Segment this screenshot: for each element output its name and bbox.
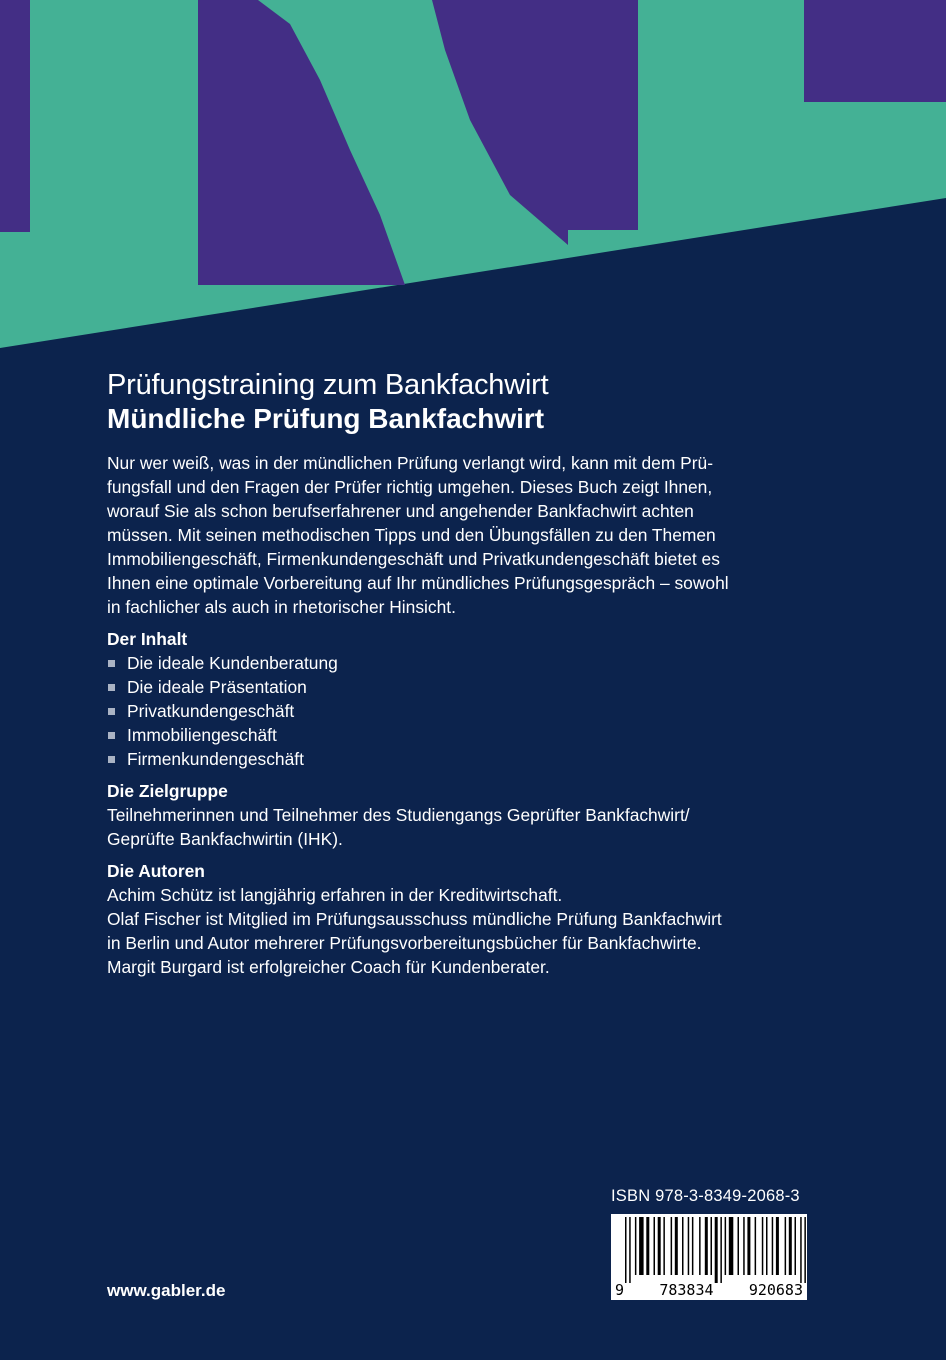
barcode-bar — [688, 1217, 690, 1275]
barcode-digit-group: 9 — [615, 1281, 625, 1299]
barcode-bar — [654, 1217, 656, 1275]
isbn-label: ISBN 978-3-8349-2068-3 — [611, 1187, 800, 1205]
list-item — [107, 747, 807, 771]
barcode-bar — [635, 1217, 637, 1275]
bullet-square-icon — [108, 684, 115, 691]
author-line: in Berlin und Autor mehrerer Prüfungsvorbereitungsbücher für Bankfachwirte. — [107, 933, 702, 953]
contents-heading: Der Inhalt — [107, 629, 188, 649]
description-line: Ihnen eine optimale Vorbereitung auf Ihr mündliches Prüfungsgespräch – sowohl — [107, 573, 729, 593]
audience-text — [107, 803, 807, 851]
list-item-label: Die ideale Kundenberatung — [127, 653, 338, 673]
description-paragraph — [107, 451, 807, 619]
description-line: Immobiliengeschäft, Firmenkundengeschäft und Privatkundengeschäft bietet es — [107, 549, 720, 569]
list-item-label: Privatkundengeschäft — [127, 701, 295, 721]
barcode-bar — [625, 1217, 627, 1283]
barcode-bar — [705, 1217, 708, 1275]
barcode-bar — [675, 1217, 678, 1275]
barcode-digit-group: 783834 — [659, 1281, 714, 1299]
audience-heading: Die Zielgruppe — [107, 781, 228, 801]
barcode-bar — [646, 1217, 649, 1275]
isbn-barcode — [611, 1214, 807, 1300]
bullet-square-icon — [108, 732, 115, 739]
description-line: worauf Sie als schon berufserfahrener und angehender Bankfachwirt achten — [107, 501, 694, 521]
author-line: Achim Schütz ist langjährig erfahren in der Kreditwirtschaft. — [107, 885, 563, 905]
description-line: fungsfall und den Fragen der Prüfer richtig umgehen. Dieses Buch zeigt Ihnen, — [107, 477, 713, 497]
authors-heading: Die Autoren — [107, 861, 205, 881]
audience-line: Geprüfte Bankfachwirtin (IHK). — [107, 829, 343, 849]
publisher-website-link[interactable]: www.gabler.de — [107, 1281, 226, 1300]
barcode-bar — [663, 1217, 665, 1275]
barcode-bar — [766, 1217, 768, 1275]
list-item — [107, 723, 807, 747]
barcode-digit-group: 920683 — [748, 1281, 803, 1299]
barcode-bar — [785, 1217, 787, 1275]
description-line: müssen. Mit seinen methodischen Tipps und den Übungsfällen zu den Themen — [107, 525, 716, 545]
decorative-graphic — [0, 0, 946, 360]
barcode-bar — [772, 1217, 774, 1275]
description-line: Nur wer weiß, was in der mündlichen Prüfung verlangt wird, kann mit dem Prü- — [107, 453, 714, 473]
barcode-bar — [658, 1217, 661, 1275]
list-item-label: Immobiliengeschäft — [127, 725, 277, 745]
contents-list — [107, 651, 807, 771]
barcode-digits — [611, 1281, 807, 1299]
main-content — [107, 368, 807, 987]
book-subtitle: Prüfungstraining zum Bankfachwirt — [107, 369, 549, 401]
barcode-bar — [747, 1217, 750, 1275]
barcode-bar — [725, 1217, 727, 1275]
list-item — [107, 675, 807, 699]
bullet-square-icon — [108, 660, 115, 667]
author-line: Margit Burgard ist erfolgreicher Coach für Kundenberater. — [107, 957, 550, 977]
barcode-bar — [715, 1217, 718, 1283]
barcode-bar — [671, 1217, 673, 1275]
barcode-bar — [692, 1217, 694, 1275]
bullet-square-icon — [108, 708, 115, 715]
barcode-bar — [729, 1217, 734, 1275]
barcode-bar — [804, 1217, 806, 1283]
purple-left-shape — [0, 0, 30, 232]
purple-right-shape — [804, 0, 946, 102]
barcode-bar — [699, 1217, 701, 1275]
list-item-label: Die ideale Präsentation — [127, 677, 307, 697]
barcode-bar — [711, 1217, 713, 1275]
barcode-bar — [776, 1217, 779, 1275]
barcode-bar — [743, 1217, 745, 1275]
bullet-square-icon — [108, 756, 115, 763]
list-item — [107, 651, 807, 675]
audience-line: Teilnehmerinnen und Teilnehmer des Studiengangs Geprüfter Bankfachwirt/ — [107, 805, 690, 825]
barcode-bar — [720, 1217, 722, 1283]
barcode-bar — [682, 1217, 684, 1275]
barcode-bars — [611, 1214, 807, 1284]
barcode-bar — [755, 1217, 757, 1275]
barcode-bar — [738, 1217, 740, 1275]
barcode-bar — [639, 1217, 644, 1275]
barcode-bar — [789, 1217, 792, 1275]
list-item-label: Firmenkundengeschäft — [127, 749, 304, 769]
barcode-bar — [629, 1217, 631, 1283]
barcode-bar — [762, 1217, 764, 1275]
barcode-bar — [800, 1217, 802, 1283]
book-title: Mündliche Prüfung Bankfachwirt — [107, 403, 545, 434]
description-line: in fachlicher als auch in rhetorischer Hinsicht. — [107, 597, 456, 617]
barcode-bar — [795, 1217, 797, 1275]
authors-text — [107, 883, 807, 979]
list-item — [107, 699, 807, 723]
author-line: Olaf Fischer ist Mitglied im Prüfungsausschuss mündliche Prüfung Bankfachwirt — [107, 909, 722, 929]
